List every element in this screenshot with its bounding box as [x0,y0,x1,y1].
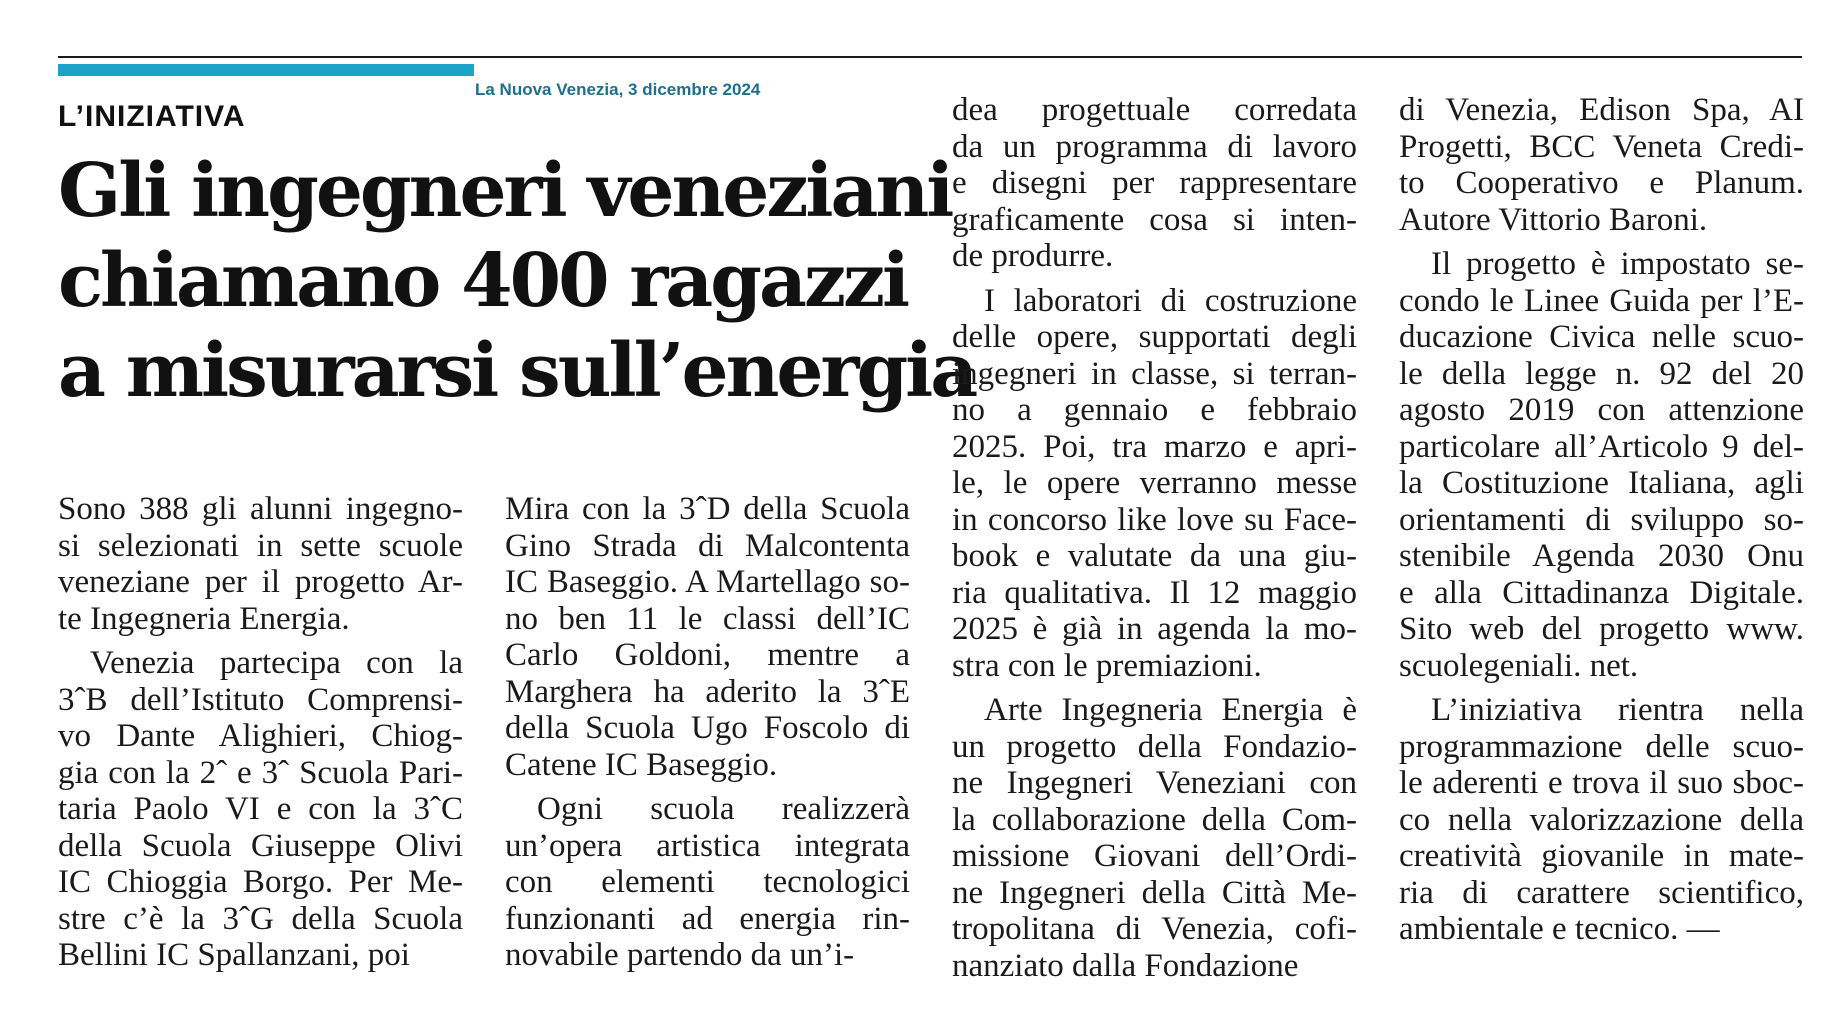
article-paragraph [1399,246,1804,684]
text-line: Venezia partecipa con la [90,645,463,681]
top-rule [58,56,1802,58]
text-line: Carlo Goldoni, mentre a [505,637,910,673]
text-line: le, le opere verranno messe [952,465,1357,501]
text-line: Il progetto è impostato se- [1431,246,1804,282]
text-line: dea progettuale corredata [952,92,1357,128]
article-paragraph [1399,92,1804,238]
article-paragraph [505,491,910,783]
text-line: missione Giovani dell’Ordi- [952,838,1357,874]
text-line: stre c’è la 3ˆG della Scuola [58,900,463,937]
article-paragraph [1399,692,1804,948]
text-line: novabile partendo da un’i- [505,937,855,973]
text-line: di Venezia, Edison Spa, AI [1399,92,1804,128]
text-line: taria Paolo VI e con la 3ˆC [58,791,463,827]
text-line: no ben 11 le classi dell’IC [505,600,910,637]
text-line: to Cooperativo e Planum. [1399,165,1804,201]
text-line: ria di carattere scientifico, [1399,874,1804,911]
article-paragraph [58,645,463,974]
text-line: de produrre. [952,238,1114,274]
text-line: veneziane per il progetto Ar- [58,564,463,600]
text-line: Arte Ingegneria Energia è [984,692,1357,728]
text-line: con elementi tecnologici [505,864,910,900]
text-line: Mira con la 3ˆD della Scuola [505,491,910,527]
text-line: Marghera ha aderito la 3ˆE [505,673,910,710]
text-line: 3ˆB dell’Istituto Comprensi- [58,681,463,718]
text-line: le della legge n. 92 del 20 [1399,355,1804,392]
text-line: Autore Vittorio Baroni. [1399,201,1708,238]
text-line: da un programma di lavoro [952,128,1357,165]
text-line: I laboratori di costruzione [984,282,1357,319]
text-line: le aderenti e trova il suo sboc- [1399,765,1804,801]
text-line: IC Baseggio. A Martellago so- [505,564,910,600]
text-line: un progetto della Fondazio- [952,728,1357,765]
text-line: programmazione delle scuo- [1399,728,1804,765]
text-line: 2025 è già in agenda la mo- [952,611,1357,647]
text-line: ambientale e tecnico. — [1399,911,1720,947]
text-line: ingegneri in classe, si terran- [952,355,1357,392]
article-paragraph [58,491,463,637]
text-line: co nella valorizzazione della [1399,801,1804,838]
text-line: ne Ingegneri della Città Me- [952,874,1357,911]
text-line: funzionanti ad energia rin- [505,900,910,937]
headline-line: Gli ingegneri veneziani [58,148,952,234]
text-line: la collaborazione della Com- [952,801,1357,838]
article-paragraph [952,92,1357,275]
source-dateline: La Nuova Venezia, 3 dicembre 2024 [475,80,761,99]
article-column-3 [952,92,1357,992]
text-line: e alla Cittadinanza Digitale. [1399,574,1804,611]
article-column-1 [58,491,463,982]
text-line: gia con la 2ˆ e 3ˆ Scuola Pari- [58,754,463,791]
text-line: delle opere, supportati degli [952,319,1357,355]
section-accent-bar [58,64,474,76]
text-line: un’opera artistica integrata [505,827,910,864]
article-paragraph [952,692,1357,984]
text-line: ducazione Civica nelle scuo- [1399,319,1804,355]
text-line: ne Ingegneri Veneziani con [952,765,1357,801]
text-line: condo le Linee Guida per l’E- [1399,282,1804,319]
text-line: vo Dante Alighieri, Chiog- [58,718,463,754]
text-line: Bellini IC Spallanzani, poi [58,937,410,973]
text-line: Progetti, BCC Veneta Credi- [1399,128,1804,165]
text-line: L’iniziativa rientra nella [1431,692,1804,728]
text-line: e disegni per rappresentare [952,165,1357,201]
text-line: della Scuola Giuseppe Olivi [58,827,463,864]
text-line: ria qualitativa. Il 12 maggio [952,574,1357,611]
text-line: Sono 388 gli alunni ingegno- [58,491,463,527]
text-line: della Scuola Ugo Foscolo di [505,710,910,746]
text-line: Ogni scuola realizzerà [537,791,910,827]
headline-line: a misurarsi sull’energia [58,328,976,414]
headline-line: chiamano 400 ragazzi [58,238,908,324]
text-line: IC Chioggia Borgo. Per Me- [58,864,463,900]
text-line: si selezionati in sette scuole [58,527,463,564]
text-line: te Ingegneria Energia. [58,600,350,637]
section-kicker: L’INIZIATIVA [58,100,246,133]
article-paragraph [505,791,910,974]
article-column-4 [1399,92,1804,956]
text-line: scuolegeniali. net. [1399,647,1639,684]
text-line: la Costituzione Italiana, agli [1399,465,1804,501]
text-line: Catene IC Baseggio. [505,746,778,783]
text-line: creatività giovanile in mate- [1399,838,1804,874]
text-line: in concorso like love su Face- [952,501,1357,538]
text-line: Gino Strada di Malcontenta [505,527,910,564]
text-line: orientamenti di sviluppo so- [1399,501,1804,538]
text-line: Sito web del progetto www. [1399,611,1804,647]
article-headline [58,146,976,416]
text-line: tropolitana di Venezia, cofi- [952,911,1357,947]
article-paragraph [952,283,1357,685]
text-line: 2025. Poi, tra marzo e apri- [952,428,1357,465]
text-line: no a gennaio e febbraio [952,392,1357,428]
text-line: graficamente cosa si inten- [952,201,1357,238]
article-column-2 [505,491,910,982]
text-line: stenibile Agenda 2030 Onu [1399,538,1804,574]
text-line: stra con le premiazioni. [952,647,1262,684]
text-line: agosto 2019 con attenzione [1399,392,1804,428]
text-line: book e valutate da una giu- [952,538,1357,574]
text-line: nanziato dalla Fondazione [952,947,1299,984]
text-line: particolare all’Articolo 9 del- [1399,428,1804,465]
